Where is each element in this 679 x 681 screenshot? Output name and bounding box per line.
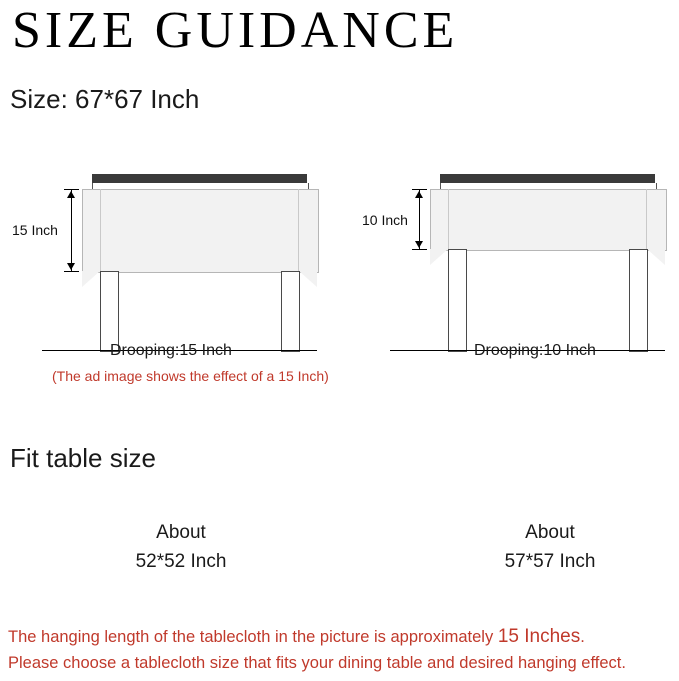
table-leg-right-15 [281,271,300,352]
footer-line1-part1: The hanging length of the tablecloth in the picture is approximately [8,628,498,646]
table-top-surface [92,174,307,183]
table-leg-right-10 [629,249,648,352]
measure-label-15: 15 Inch [12,222,58,238]
tablecloth-fold-left-10 [448,189,449,249]
measure-cap-bottom-10 [412,249,427,250]
drooping-label-15: Drooping:15 Inch [110,342,232,359]
table-leg-left-15 [100,271,119,352]
drooping-note-15: (The ad image shows the effect of a 15 Inch) [52,368,329,384]
measure-cap-bottom-15 [64,271,79,272]
fit-about-left: About [156,522,206,543]
measure-label-10: 10 Inch [362,212,408,228]
product-size-label: Size: 67*67 Inch [10,84,200,114]
measure-arrow-down-15 [67,263,75,270]
tablecloth-body-15 [82,189,319,273]
fit-table-size-heading: Fit table size [10,443,156,473]
measure-line-10 [419,189,420,249]
fit-size-left: 52*52 Inch [135,551,227,573]
measure-arrow-up-15 [67,191,75,198]
measure-line-15 [71,189,72,271]
fit-size-right: 57*57 Inch [504,551,596,573]
fit-column-left [26,518,336,577]
diagram-panel-10inch [360,160,670,370]
page-title: SIZE GUIDANCE [12,2,459,59]
tablecloth-fold-left-15 [100,189,101,271]
table-top-surface-10 [440,174,655,183]
footer-note [8,622,672,677]
measure-arrow-down-10 [415,241,423,248]
table-leg-left-10 [448,249,467,352]
tablecloth-drape-right-10 [647,249,665,265]
tablecloth-drape-left-15 [82,271,100,287]
tablecloth-fold-right-10 [646,189,647,249]
footer-line1-part3: . [580,628,585,646]
tablecloth-drape-right-15 [299,271,317,287]
tablecloth-body-10 [430,189,667,251]
tablecloth-fold-right-15 [298,189,299,271]
fit-column-right [395,518,679,577]
footer-hanging-length: 15 Inches [497,626,581,647]
drooping-label-10: Drooping:10 Inch [474,342,596,359]
measure-arrow-up-10 [415,191,423,198]
fit-about-right: About [525,522,575,543]
footer-line2: Please choose a tablecloth size that fits your dining table and desired hanging effect. [8,654,626,673]
diagram-panel-15inch [12,160,322,370]
tablecloth-drape-left-10 [430,249,448,265]
